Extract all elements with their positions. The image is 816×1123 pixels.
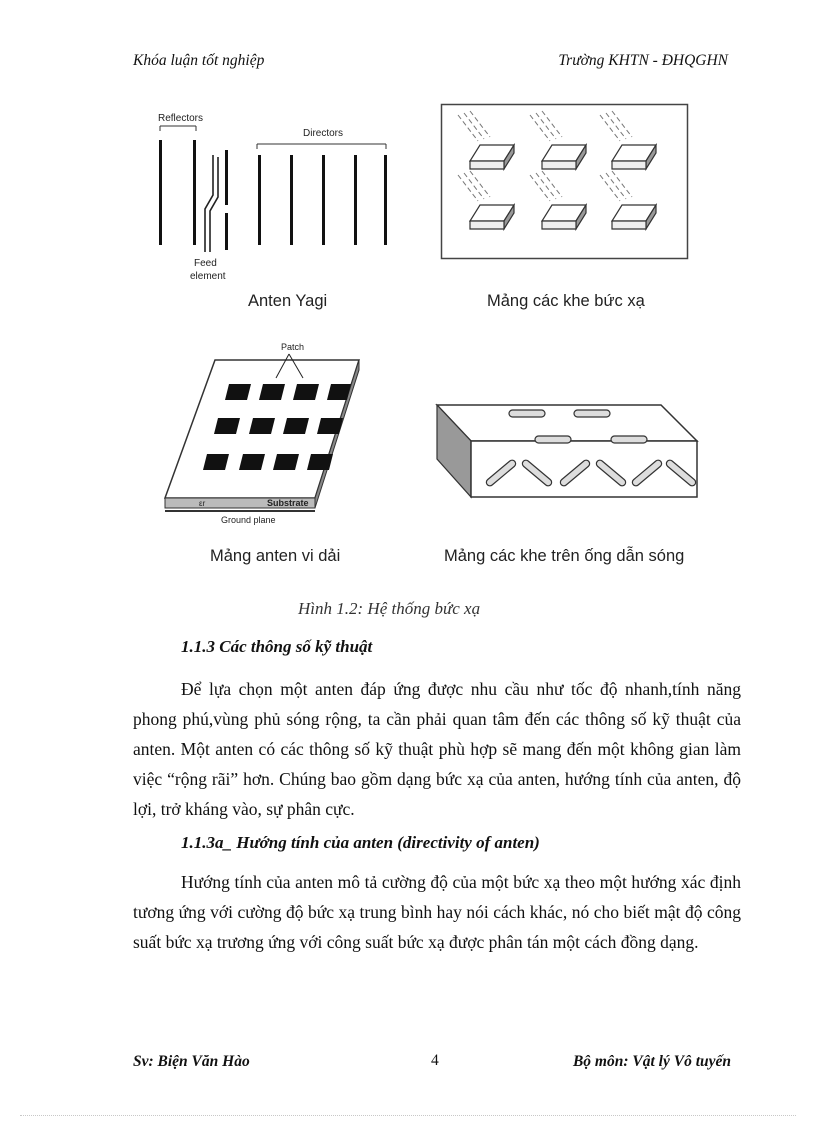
director-element: [322, 155, 325, 245]
microstrip-array-diagram: [163, 338, 363, 530]
reflector-element: [159, 140, 162, 245]
patch: [307, 454, 333, 470]
patch: [203, 454, 229, 470]
patch: [283, 418, 309, 434]
caption-slot-array: Mảng các khe bức xạ: [487, 292, 645, 310]
patch: [214, 418, 240, 434]
label-element: element: [190, 271, 226, 282]
footer-department: Bộ môn: Vật lý Vô tuyến: [572, 1053, 731, 1070]
patch: [317, 418, 343, 434]
slot: [509, 410, 545, 417]
label-directors: Directors: [303, 128, 344, 139]
caption-microstrip: Mảng anten vi dải: [210, 547, 341, 565]
label-er: εr: [199, 499, 206, 508]
page-number: 4: [431, 1052, 439, 1069]
label-patch: Patch: [281, 342, 305, 352]
label-reflectors: Reflectors: [158, 113, 204, 124]
yagi-antenna-diagram: [150, 105, 400, 285]
patch: [273, 454, 299, 470]
header-left: Khóa luận tốt nghiệp: [133, 52, 265, 69]
label-substrate: Substrate: [267, 498, 309, 508]
label-feed: Feed: [194, 258, 217, 269]
paragraph: Để lựa chọn một anten đáp ứng được nhu cầu như tốc độ nhanh,tính năng phong phú,vùng phủ sóng rộng, ta cần phải quan tâm đến các thông số kỹ thuật của anten. Một anten có các thông số kỹ thuật phù hợp sẽ mang đến một không gian làm việc “rộng rãi” hơn. Chúng bao gồm dạng bức xạ của anten, hướng tính của anten, độ lợi, trở kháng vào, sự phân cực.: [133, 679, 741, 819]
driven-element: [225, 213, 228, 250]
director-element: [384, 155, 387, 245]
subsection-heading: 1.1.3a_ Hướng tính của anten (directivity of anten): [181, 833, 540, 852]
patch: [259, 384, 285, 400]
header-right: Trường KHTN - ĐHQGHN: [558, 52, 728, 69]
label-ground-plane: Ground plane: [221, 515, 276, 525]
figure-caption: Hình 1.2: Hệ thống bức xạ: [298, 599, 481, 618]
slot: [535, 436, 571, 443]
feed-line: [205, 155, 213, 252]
slot-array-plate: [442, 105, 688, 259]
director-element: [354, 155, 357, 245]
footer-author: Sv: Biện Văn Hào: [133, 1053, 250, 1070]
slot-array-diagram: [440, 103, 690, 263]
caption-waveguide: Mảng các khe trên ống dẫn sóng: [444, 547, 685, 565]
waveguide-slot-diagram: [435, 393, 705, 505]
reflector-element: [193, 140, 196, 245]
director-element: [290, 155, 293, 245]
patch: [249, 418, 275, 434]
patch: [327, 384, 351, 400]
section-heading: 1.1.3 Các thông số kỹ thuật: [181, 637, 373, 656]
caption-yagi: Anten Yagi: [248, 292, 328, 310]
page-bottom-divider: [20, 1115, 796, 1116]
patch: [225, 384, 251, 400]
patch: [293, 384, 319, 400]
slot: [611, 436, 647, 443]
paragraph: Hướng tính của anten mô tả cường độ của một bức xạ theo một hướng xác định tương ứng với cường độ bức xạ trung bình hay nói cách khác, nó cho biết mật độ công suất bức xạ trương ứng với công suất bức xạ được phân tán một cách đồng dạng.: [133, 872, 741, 952]
patch: [239, 454, 265, 470]
slot: [574, 410, 610, 417]
driven-element: [225, 150, 228, 205]
director-element: [258, 155, 261, 245]
